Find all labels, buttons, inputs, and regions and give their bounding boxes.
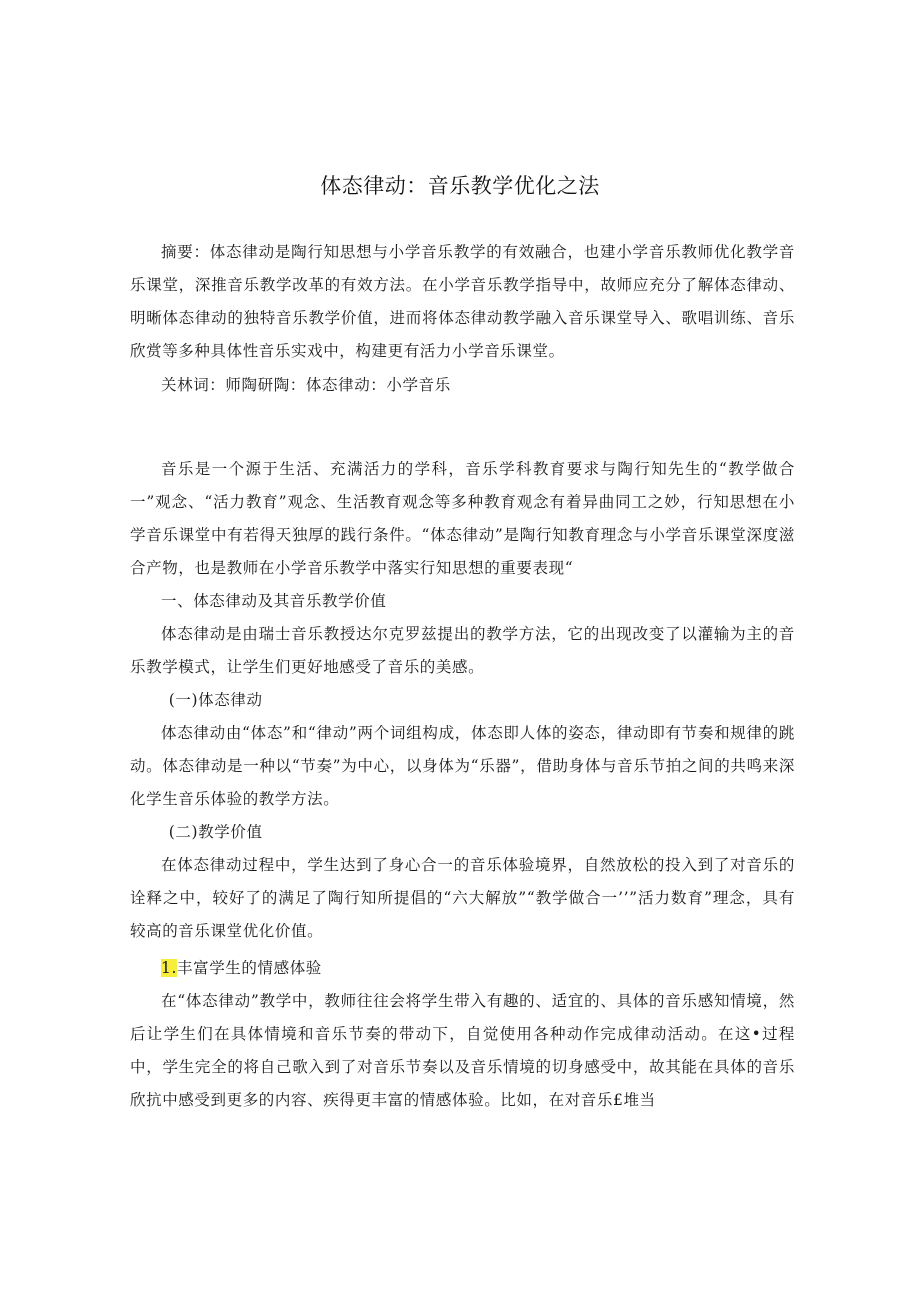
subsection-2-paragraph: 在体态律动过程中，学生达到了身心合一的音乐体验境界，自然放松的投入到了对音乐的诠释之中，较好了的满足了陶行知所提倡的“六大解放”“教学做合一’’”活力数育”理念，具有较高的音乐课堂优化价值。 [130, 856, 795, 940]
subsection-heading-2: (二)教学价值 [168, 823, 263, 841]
section-1-paragraph: 体态律动是由瑞士音乐教授达尔克罗兹提出的教学方法，它的出现改变了以灌输为主的音乐教学模式，让学生们更好地感受了音乐的美感。 [130, 625, 795, 676]
item-1-paragraph: 在“体态律动”教学中，教师往往会将学生带入有趣的、适宜的、具体的音乐感知情境，然后让学生们在具体情境和音乐节奏的带动下，自觉使用各种动作完成律动活动。在这•过程中，学生完全的将自己歌入到了对音乐节奏以及音乐情境的切身感受中，故其能在具体的音乐欣抗中感受到更多的内容、疾得更丰富的情感体验。比如，在对音乐£堆当 [130, 992, 795, 1109]
document-title: 体态律动：音乐教学优化之法 [320, 174, 600, 198]
highlighted-number: 1. [161, 959, 177, 977]
section-heading-1: 一、体态律动及其音乐教学价值 [161, 592, 387, 610]
subsection-1-paragraph: 体态律动由“体态”和“律动”两个词组构成，体态即人体的姿态，律动即有节奏和规律的跳动。体态律动是一种以“节奏”为中心，以身体为“乐器”，借助身体与音乐节拍之间的共鸣来深化学生音乐体验的教学方法。 [130, 724, 795, 808]
abstract-block [130, 236, 795, 402]
intro-paragraph: 音乐是一个源于生活、充满活力的学科，音乐学科教育要求与陶行知先生的“教学做合一”观念、“活力教育”观念、生活教育观念等多种教育观念有着异曲同工之妙，行知思想在小学音乐课堂中有若得天独厚的践行条件。“体态律动”是陶行知教育理念与小学音乐课堂深度滋合产物，也是教师在小学音乐教学中落实行知思想的重要表现“ [130, 460, 795, 577]
item-heading-1 [130, 952, 795, 985]
main-body [130, 453, 795, 1117]
item-heading-text: 丰富学生的情感体验 [177, 959, 322, 977]
abstract-paragraph: 摘要：体态律动是陶行知思想与小学音乐教学的有效融合，也建小学音乐教师优化教学音乐课堂，深推音乐教学改革的有效方法。在小学音乐教学指导中，故师应充分了解体态律动、明晰体态律动的独特音乐教学价值，进而将体态律动教学融入音乐课堂导入、歌唱训练、音乐欣赏等多种具体性音乐实戏中，构建更有活力小学音乐课堂。 [130, 243, 795, 360]
subsection-heading-1: (一)体态律动 [168, 691, 263, 709]
keywords-line: 关林词：师陶研陶：体态律动：小学音乐 [161, 376, 451, 394]
